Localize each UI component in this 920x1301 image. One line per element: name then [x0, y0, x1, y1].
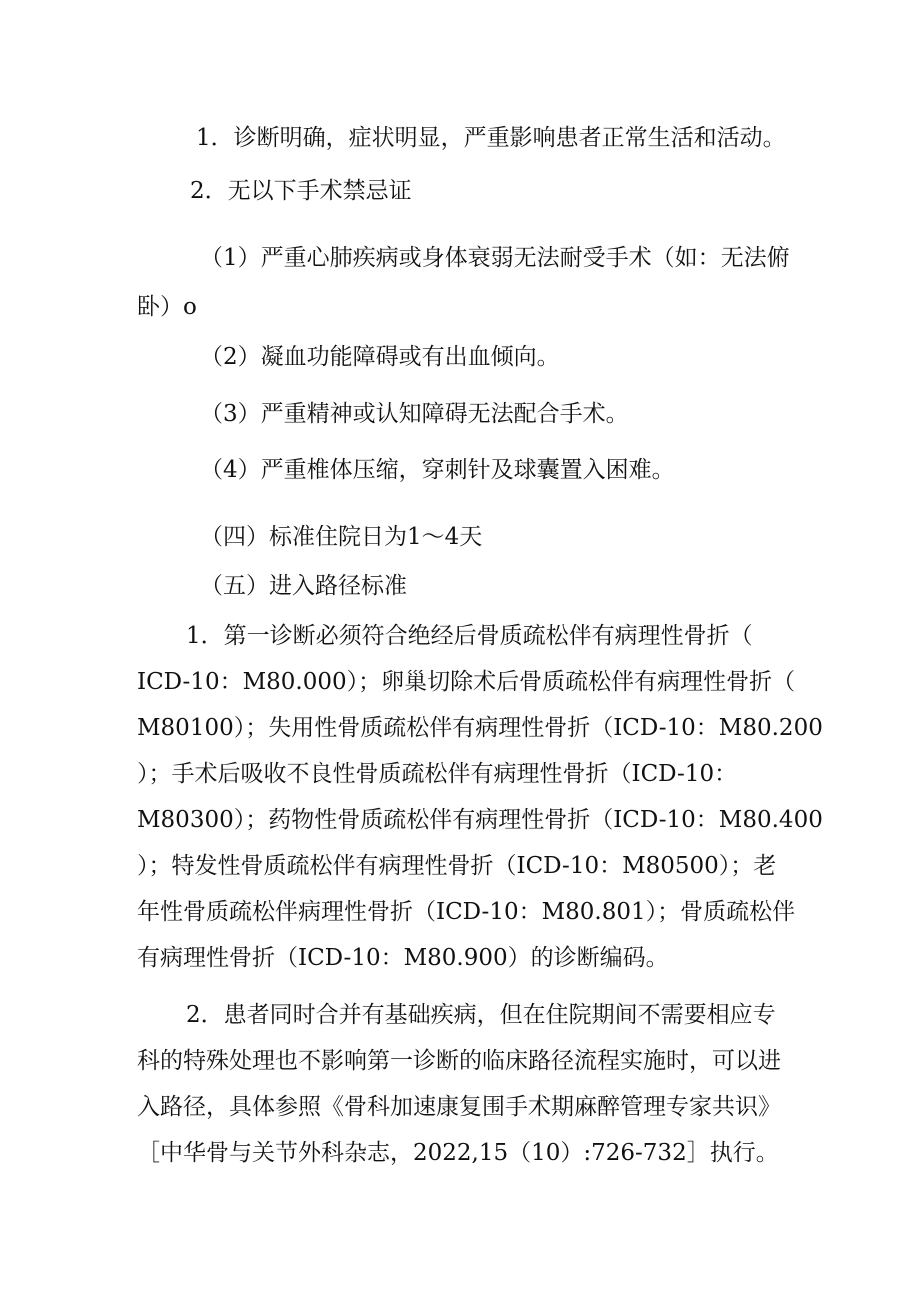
text-line: ）；手术后吸收不良性骨质疏松伴有病理性骨折（ICD-10：	[137, 761, 738, 787]
text-line: 卧）o	[137, 294, 197, 320]
text-line: 年性骨质疏松伴病理性骨折（ICD-10：M80.801）；骨质疏松伴	[137, 899, 796, 925]
text-line: M80100）；失用性骨质疏松伴有病理性骨折（ICD-10：M80.200	[137, 715, 823, 741]
text-line: 有病理性骨折（ICD-10：M80.900）的诊断编码。	[137, 945, 669, 971]
text-line: 入路径，具体参照《骨科加速康复围手术期麻醉管理专家共识》	[137, 1094, 781, 1120]
text-line: 1．诊断明确，症状明显，严重影响患者正常生活和活动。	[196, 125, 786, 151]
text-line: （3）严重精神或认知障碍无法配合手术。	[200, 401, 629, 427]
text-line: （4）严重椎体压缩，穿刺针及球囊置入困难。	[200, 457, 675, 483]
text-line: 1．第一诊断必须符合绝经后骨质疏松伴有病理性骨折（	[186, 623, 753, 649]
text-line: 2．患者同时合并有基础疾病，但在住院期间不需要相应专	[186, 1002, 776, 1028]
section-heading: （四）标准住院日为1～4天	[200, 524, 483, 550]
text-line: 科的特殊处理也不影响第一诊断的临床路径流程实施时，可以进	[137, 1048, 781, 1074]
text-line: ［中华骨与关节外科杂志，2022,15（10）:726-732］执行。	[137, 1140, 779, 1166]
text-line: 2．无以下手术禁忌证	[190, 178, 412, 204]
text-line: （1）严重心肺疾病或身体衰弱无法耐受手术（如：无法俯	[200, 245, 790, 271]
text-line: ）；特发性骨质疏松伴有病理性骨折（ICD-10：M80500）；老	[137, 853, 777, 879]
section-heading: （五）进入路径标准	[200, 573, 407, 599]
text-line: M80300）；药物性骨质疏松伴有病理性骨折（ICD-10：M80.400	[137, 807, 823, 833]
text-line: （2）凝血功能障碍或有出血倾向。	[200, 344, 560, 370]
text-line: ICD-10：M80.000）；卵巢切除术后骨质疏松伴有病理性骨折（	[137, 669, 796, 695]
